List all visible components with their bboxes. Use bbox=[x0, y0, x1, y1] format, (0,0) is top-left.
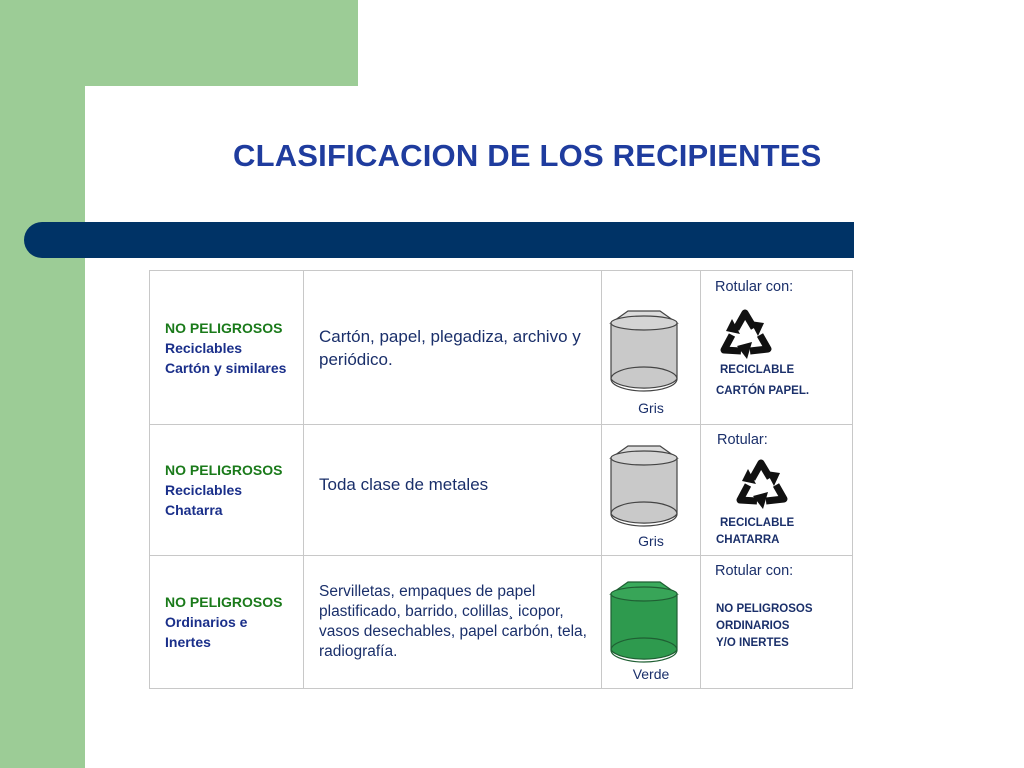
title-underline-bar bbox=[24, 222, 854, 258]
container-cell bbox=[602, 425, 701, 556]
container-color-label: Verde bbox=[632, 666, 670, 682]
label-line2: CHATARRA bbox=[716, 534, 780, 546]
label-line1: NO PELIGROSOS bbox=[716, 603, 813, 615]
category-label: NO PELIGROSOS bbox=[165, 319, 283, 336]
type-label: Reciclables bbox=[165, 339, 243, 356]
description-text: Toda clase de metales bbox=[319, 475, 489, 494]
sub-label: Cartón y similares bbox=[165, 359, 287, 376]
label-line2: ORDINARIOS bbox=[716, 620, 790, 632]
container-color-label: Gris bbox=[638, 533, 664, 549]
category-cell bbox=[150, 271, 304, 425]
gray-bin-icon bbox=[608, 443, 680, 529]
green-bin-icon bbox=[608, 579, 680, 665]
description-cell bbox=[304, 556, 602, 689]
table-row bbox=[150, 556, 853, 689]
label-heading: Rotular con: bbox=[715, 279, 794, 295]
category-label: NO PELIGROSOS bbox=[165, 594, 283, 610]
description-cell bbox=[304, 425, 602, 556]
label-line3: Y/O INERTES bbox=[716, 637, 789, 649]
green-top-block bbox=[0, 0, 358, 86]
label-heading: Rotular: bbox=[717, 432, 768, 448]
label-line2: CARTÓN PAPEL. bbox=[716, 385, 810, 397]
label-cell bbox=[701, 425, 853, 556]
container-color-label: Gris bbox=[638, 400, 664, 416]
recycle-icon bbox=[714, 301, 780, 363]
sub-label: Chatarra bbox=[165, 502, 223, 518]
label-cell bbox=[701, 556, 853, 689]
label-line1: RECICLABLE bbox=[720, 517, 795, 529]
table-row bbox=[150, 425, 853, 556]
description-text: Cartón, papel, plegadiza, archivo y periódico. bbox=[319, 326, 581, 369]
type-label: Reciclables bbox=[165, 482, 243, 498]
container-classification-table bbox=[149, 270, 853, 689]
gray-bin-icon bbox=[608, 308, 680, 394]
container-cell bbox=[602, 271, 701, 425]
label-heading: Rotular con: bbox=[715, 563, 794, 579]
category-label: NO PELIGROSOS bbox=[165, 462, 283, 478]
category-cell bbox=[150, 556, 304, 689]
label-cell bbox=[701, 271, 853, 425]
type-label: Ordinarios e bbox=[165, 614, 248, 630]
table-row bbox=[150, 271, 853, 425]
container-cell bbox=[602, 556, 701, 689]
description-cell bbox=[304, 271, 602, 425]
recycle-icon bbox=[730, 451, 796, 513]
description-text: Servilletas, empaques de papel plastificado, barrido, colillas¸ icopor, vasos desechables, papel carbón, tela, radiografía. bbox=[319, 583, 587, 660]
white-rounded-corner bbox=[85, 86, 145, 146]
label-line1: RECICLABLE bbox=[720, 364, 795, 376]
category-cell bbox=[150, 425, 304, 556]
sub-label: Inertes bbox=[165, 634, 211, 650]
slide-title: CLASIFICACION DE LOS RECIPIENTES bbox=[233, 138, 822, 173]
green-side-strip bbox=[0, 0, 85, 768]
